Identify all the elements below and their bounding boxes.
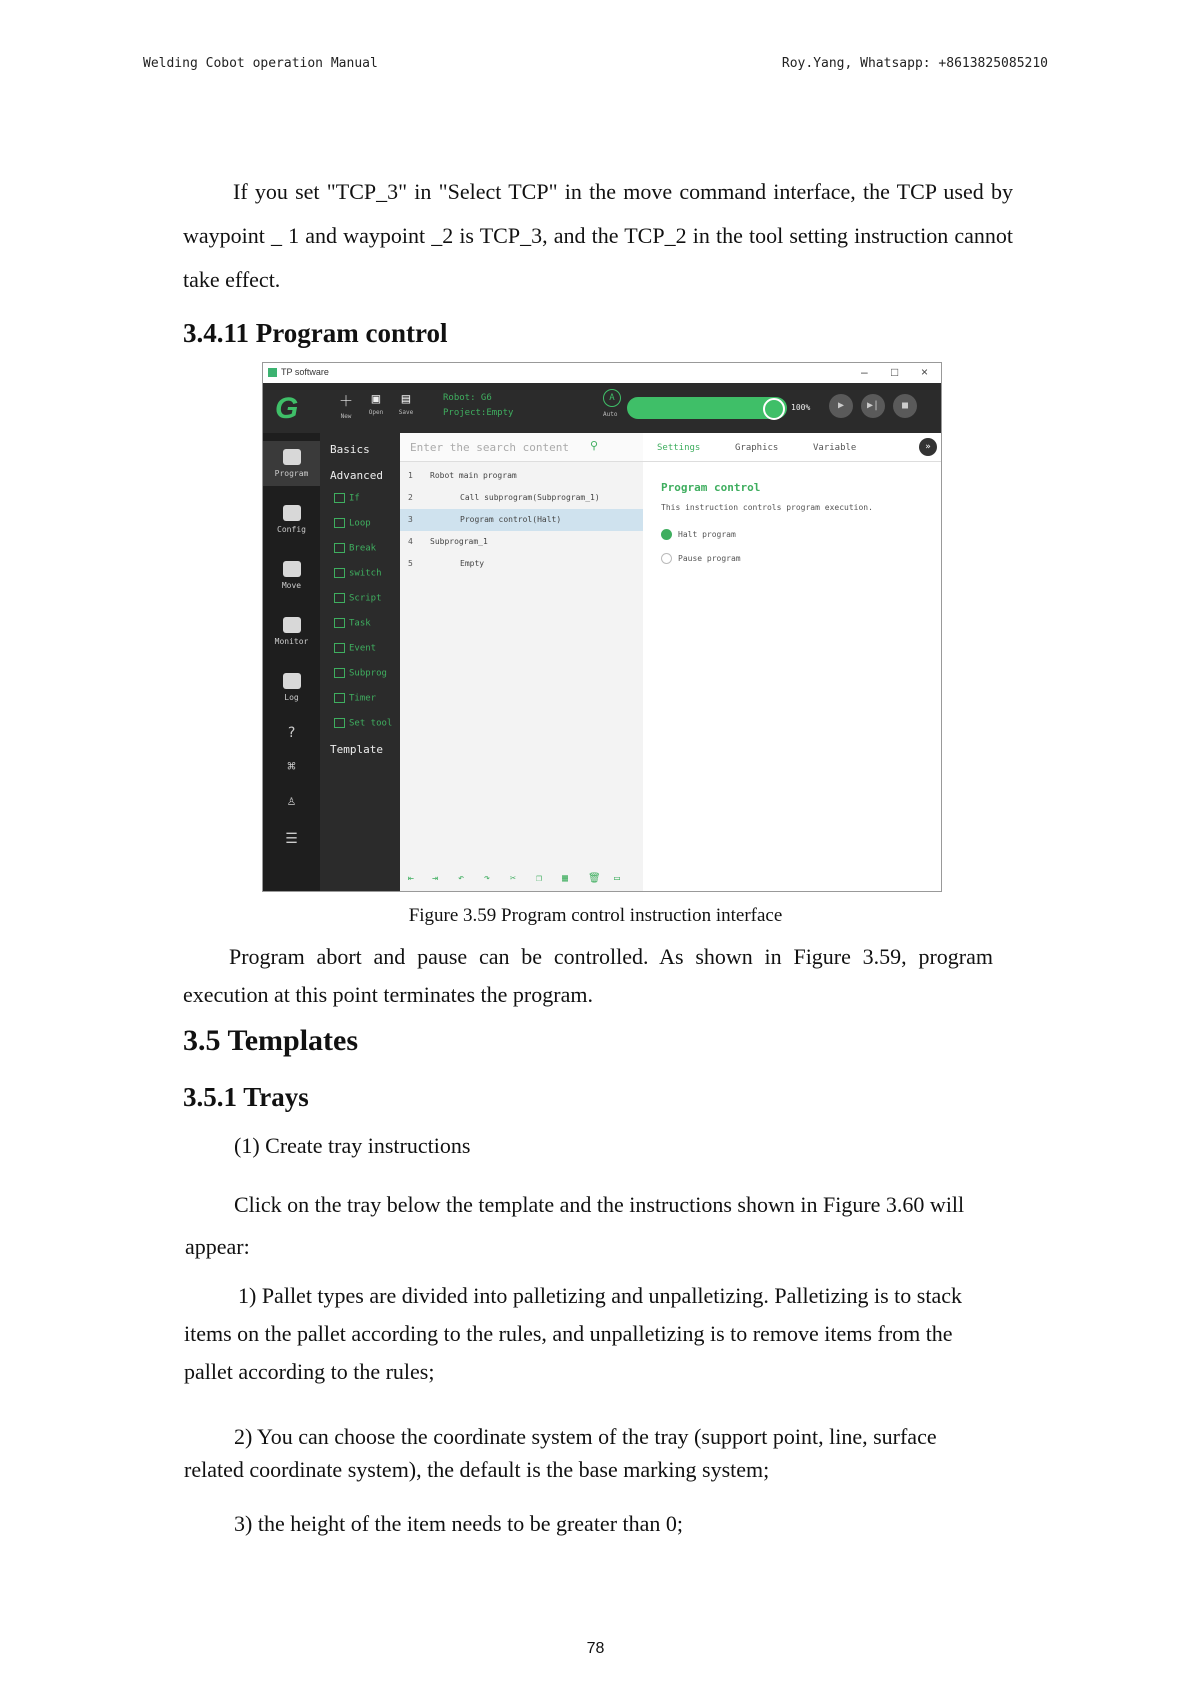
user-icon[interactable]: ♙ <box>287 793 296 809</box>
undo-icon[interactable]: ↶ <box>458 873 465 884</box>
copy-icon[interactable]: ❐ <box>536 873 543 884</box>
save-button[interactable]: ▤ Save <box>395 391 417 416</box>
menu-item-task-label: Task <box>349 618 371 629</box>
log-icon <box>283 673 301 689</box>
stop-button[interactable]: ■ <box>893 394 917 418</box>
heading-trays: 3.5.1 Trays <box>183 1082 309 1112</box>
menu-item-script-label: Script <box>349 593 382 604</box>
auto-mode-button[interactable]: A <box>603 389 621 407</box>
menu-item-event[interactable] <box>334 643 376 654</box>
event-icon <box>334 643 345 653</box>
app-logo: G <box>275 392 299 425</box>
page-number: 78 <box>586 1640 605 1657</box>
menu-item-break[interactable] <box>334 543 376 554</box>
menu-basics[interactable]: Basics <box>330 443 370 456</box>
loop-icon <box>334 518 345 528</box>
menu-item-switch[interactable] <box>334 568 382 579</box>
menu-item-set-tool[interactable] <box>334 718 392 729</box>
delete-icon[interactable]: 🗑 <box>588 873 601 884</box>
help-icon[interactable]: ? <box>287 725 296 741</box>
new-button[interactable]: ＋ New <box>335 391 357 420</box>
tab-variable[interactable]: Variable <box>813 443 857 453</box>
nav-program-label: Program <box>274 469 309 478</box>
paragraph-click-tray: Click on the tray below the template and the instructions shown in Figure 3.60 will appear: <box>185 1192 965 1259</box>
menu-item-set-tool-label: Set tool <box>349 718 393 729</box>
menu-item-break-label: Break <box>349 543 377 554</box>
running-header-right: Roy.Yang, Whatsapp: +8613825085210 <box>781 56 1048 71</box>
robot-info <box>443 391 513 421</box>
tree-row[interactable] <box>400 553 643 575</box>
script-icon <box>334 593 345 603</box>
tree-row-text: Call subprogram(Subprogram_1) <box>460 493 600 502</box>
move-icon <box>283 561 301 577</box>
tree-row[interactable] <box>400 531 643 553</box>
project-name: Project:Empty <box>443 408 514 418</box>
menu-item-subprog[interactable] <box>334 668 387 679</box>
speed-slider-handle[interactable] <box>763 398 785 420</box>
paragraph-program-abort: Program abort and pause can be controlled. As shown in Figure 3.59, program execution at this point terminates the program. <box>183 944 993 1007</box>
menu-item-if[interactable] <box>334 493 360 504</box>
redo-icon[interactable]: ↷ <box>484 873 491 884</box>
paragraph-item-height: 3) the height of the item needs to be greater than 0; <box>234 1511 684 1536</box>
new-label: New <box>340 413 352 420</box>
line-number: 4 <box>408 537 413 546</box>
running-header-left: Welding Cobot operation Manual <box>143 56 378 71</box>
robot-name: Robot: G6 <box>443 393 492 403</box>
tree-row-text: Subprogram_1 <box>430 537 488 546</box>
nav-config[interactable] <box>263 505 320 534</box>
hamburger-menu-icon[interactable]: ☰ <box>285 831 298 847</box>
instruction-menu <box>320 433 400 891</box>
tree-toolbar <box>400 869 643 891</box>
timer-icon <box>334 693 345 703</box>
open-button[interactable]: ▣ Open <box>365 391 387 416</box>
minimize-icon[interactable]: – <box>861 365 868 379</box>
switch-icon <box>334 568 345 578</box>
panel-description: This instruction controls program execution. <box>661 503 873 512</box>
menu-item-event-label: Event <box>349 643 377 654</box>
menu-item-task[interactable] <box>334 618 371 629</box>
pause-program-label: Pause program <box>678 554 741 563</box>
insert-after-icon[interactable]: ⇥ <box>432 873 439 884</box>
program-control-screenshot <box>262 362 942 892</box>
task-icon <box>334 618 345 628</box>
paragraph-pallet-types: 1) Pallet types are divided into palletizing and unpalletizing. Palletizing is to stack items on the pallet according to the rules, and unpalletizing is to remove items from the pallet according to the rules; <box>184 1283 962 1384</box>
app-toolbar <box>263 383 941 433</box>
paste-icon[interactable]: ▦ <box>562 873 569 884</box>
nav-log[interactable] <box>263 673 320 702</box>
tree-row-text: Empty <box>460 559 485 568</box>
menu-item-timer-label: Timer <box>349 693 377 704</box>
break-icon <box>334 543 345 553</box>
window-title: TP software <box>281 367 329 377</box>
if-icon <box>334 493 345 503</box>
menu-template[interactable]: Template <box>330 743 383 756</box>
insert-before-icon[interactable]: ⇤ <box>408 873 415 884</box>
radio-checked-icon <box>661 529 672 540</box>
nav-move-label: Move <box>281 581 302 590</box>
menu-item-loop-label: Loop <box>349 518 371 529</box>
cut-icon[interactable]: ✂ <box>510 873 517 884</box>
menu-advanced[interactable]: Advanced <box>330 469 383 482</box>
set-tool-icon <box>334 718 345 728</box>
heading-program-control: 3.4.11 Program control <box>183 318 448 348</box>
apps-icon[interactable]: ⌘ <box>287 759 296 775</box>
window-titlebar <box>263 363 941 383</box>
menu-item-subprog-label: Subprog <box>349 668 387 679</box>
nav-program[interactable] <box>263 441 320 486</box>
line-number: 3 <box>408 515 413 524</box>
subprog-icon <box>334 668 345 678</box>
tree-row[interactable] <box>400 465 643 487</box>
nav-config-label: Config <box>277 525 306 534</box>
monitor-icon <box>283 617 301 633</box>
halt-program-radio[interactable] <box>661 529 736 540</box>
config-icon <box>283 505 301 521</box>
line-number: 2 <box>408 493 413 502</box>
speed-value: 100% <box>791 403 811 412</box>
radio-unchecked-icon <box>661 553 672 564</box>
line-number: 5 <box>408 559 413 568</box>
expand-panel-icon[interactable]: » <box>919 438 937 456</box>
search-icon[interactable]: ⚲ <box>590 439 599 452</box>
tree-row-text: Robot main program <box>430 471 517 480</box>
left-nav <box>263 433 320 891</box>
paragraph-coordinate-system: 2) You can choose the coordinate system of the tray (support point, line, surface related coordinate system), the default is the base marking system; <box>184 1424 937 1482</box>
menu-item-script[interactable] <box>334 593 382 604</box>
menu-item-loop[interactable] <box>334 518 371 529</box>
step-button[interactable]: ▶| <box>861 394 885 418</box>
app-mini-logo-icon <box>268 368 277 377</box>
program-icon <box>283 449 301 465</box>
panel-tabs <box>643 433 941 462</box>
heading-templates: 3.5 Templates <box>183 1024 359 1057</box>
save-label: Save <box>398 409 414 416</box>
maximize-icon[interactable]: □ <box>891 365 899 379</box>
figure-caption: Figure 3.59 Program control instruction interface <box>408 905 783 926</box>
settings-panel <box>643 433 941 891</box>
play-button[interactable]: ▶ <box>829 394 853 418</box>
tab-settings[interactable]: Settings <box>657 443 701 453</box>
comment-icon[interactable]: ▭ <box>614 873 621 884</box>
nav-log-label: Log <box>284 693 299 702</box>
tab-graphics[interactable]: Graphics <box>735 443 779 453</box>
paragraph-create-tray: (1) Create tray instructions <box>234 1133 471 1158</box>
menu-item-timer[interactable] <box>334 693 376 704</box>
program-tree <box>400 433 643 891</box>
close-icon[interactable]: × <box>921 365 929 379</box>
nav-monitor[interactable] <box>263 617 320 646</box>
panel-title: Program control <box>661 481 761 494</box>
nav-monitor-label: Monitor <box>274 637 309 646</box>
tree-row-selected[interactable] <box>400 509 643 531</box>
tree-row[interactable] <box>400 487 643 509</box>
line-number: 1 <box>408 471 413 480</box>
search-input[interactable] <box>400 433 643 462</box>
menu-item-if-label: If <box>349 493 360 504</box>
auto-mode-label: Auto <box>603 411 618 418</box>
open-label: Open <box>368 409 384 416</box>
halt-program-label: Halt program <box>678 530 736 539</box>
nav-move[interactable] <box>263 561 320 590</box>
tree-row-text: Program control(Halt) <box>460 515 562 524</box>
search-placeholder: Enter the search content <box>410 441 569 454</box>
pause-program-radio[interactable] <box>661 553 741 564</box>
menu-item-switch-label: switch <box>349 568 382 579</box>
paragraph-tcp: If you set "TCP_3" in "Select TCP" in the move command interface, the TCP used by waypoint _ 1 and waypoint _2 is TCP_3, and the TCP_2 in the tool setting instruction cannot take effect. <box>183 179 1013 292</box>
